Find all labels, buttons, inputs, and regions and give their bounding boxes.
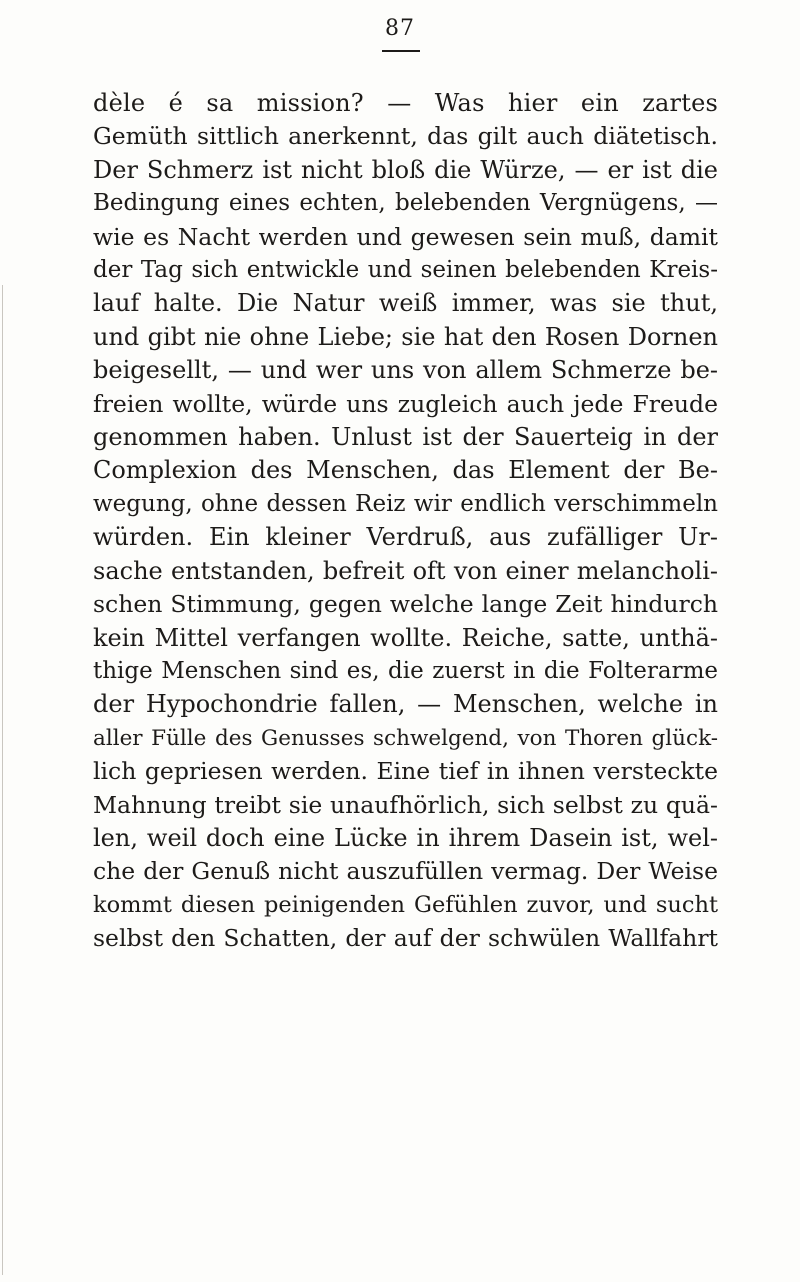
page-number: 87 [385,16,415,41]
text-line: wie es Nacht werden und gewesen sein muß, damit [93,222,718,251]
text-line: dèle é sa mission? — Was hier ein zartes [93,89,718,117]
text-line: der Hypochondrie fallen, — Menschen, welche in [93,690,718,719]
text-line: lich gepriesen werden. Eine tief in ihnen versteckte [93,757,718,786]
page-number-rule [382,50,420,52]
text-line: Complexion des Menschen, das Element der Be- [93,456,718,485]
text-line: Bedingung eines echten, belebenden Vergnügens, — [93,190,718,217]
text-line: Der Schmerz ist nicht bloß die Würze, — er ist die [93,155,718,184]
text-line: kein Mittel verfangen wollte. Reiche, satte, unthä- [93,623,718,652]
text-line: schen Stimmung, gegen welche lange Zeit hindurch [93,590,718,619]
text-line: kommt diesen peinigenden Gefühlen zuvor, und sucht [93,891,718,918]
text-line: wegung, ohne dessen Reiz wir endlich verschimmeln [93,490,718,517]
text-line: freien wollte, würde uns zugleich auch jede Freude [93,389,718,418]
text-line: aller Fülle des Genusses schwelgend, von Thoren glück- [93,725,718,751]
text-line: und gibt nie ohne Liebe; sie hat den Rosen Dornen [93,322,718,351]
text-line: genommen haben. Unlust ist der Sauerteig in der [93,423,718,452]
page-gutter-edge [2,285,3,1275]
text-line: thige Menschen sind es, die zuerst in die Folterarme [93,657,718,684]
body-text [93,87,718,956]
text-line: beigesellt, — und wer uns von allem Schmerze be- [93,356,718,385]
text-line: che der Genuß nicht auszufüllen vermag. Der Weise [93,857,718,886]
text-line: len, weil doch eine Lücke in ihrem Dasein ist, wel- [93,823,718,852]
text-line: Gemüth sittlich anerkennt, das gilt auch diätetisch. [93,122,718,151]
text-line: sache entstanden, befreit oft von einer melancholi- [93,556,718,585]
text-line: lauf halte. Die Natur weiß immer, was sie thut, [93,289,718,318]
text-line: Mahnung treibt sie unaufhörlich, sich selbst zu quä- [93,790,718,819]
text-line: der Tag sich entwickle und seinen belebenden Kreis- [93,257,718,284]
text-line: würden. Ein kleiner Verdruß, aus zufälliger Ur- [93,523,718,552]
text-line: selbst den Schatten, der auf der schwülen Wallfahrt [93,924,718,953]
